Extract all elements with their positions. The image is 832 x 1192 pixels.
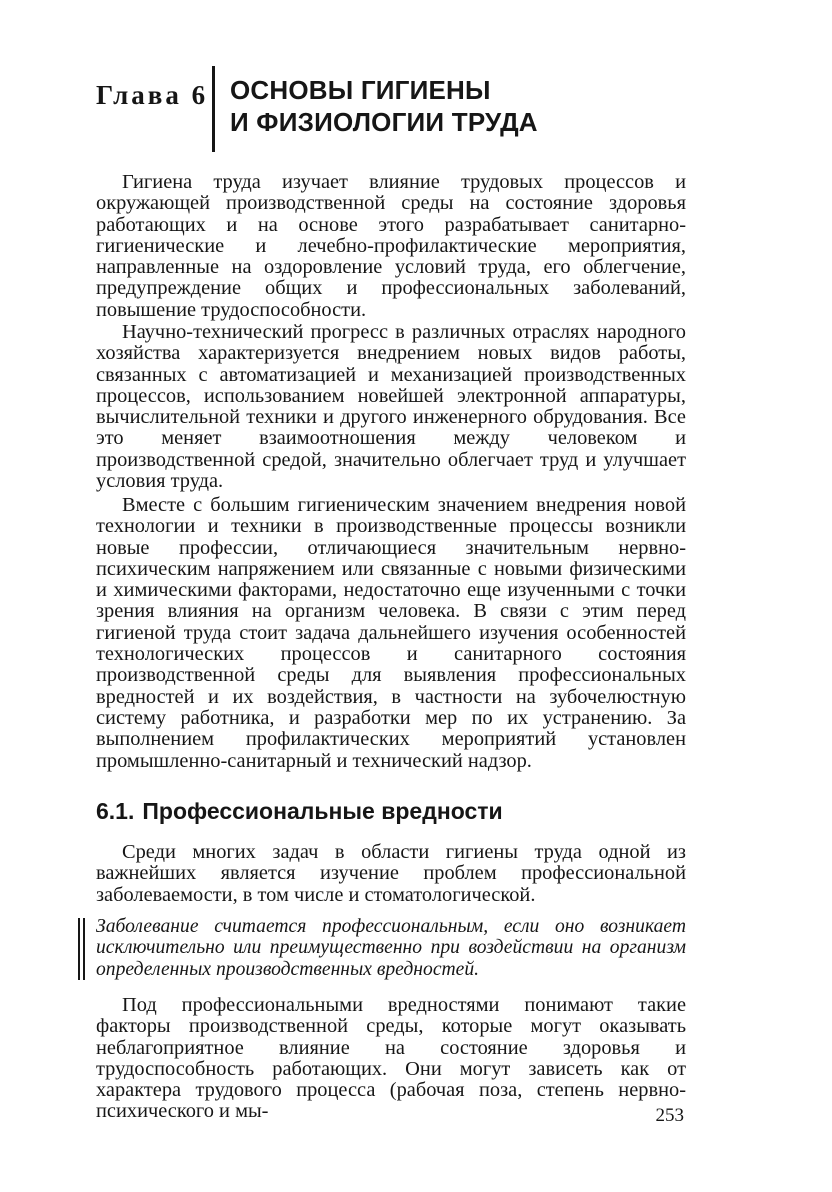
definition-bar-left xyxy=(78,918,80,980)
definition-box xyxy=(78,916,688,982)
chapter-title-line-2: И ФИЗИОЛОГИИ ТРУДА xyxy=(230,107,538,137)
paragraph-hazards: Под профессиональными вредностями понимают такие факторы производственной среды, которые могут оказывать неблагоприятное влияние на состояние здоровья и трудоспособность работающих. Они могут зависеть как от характера трудового процесса (рабочая поза, степень нервно-психического и мы- xyxy=(96,994,686,1123)
paragraph-new-professions: Вместе с большим гигиеническим значением внедрения новой технологии и техники в производственные процессы возникли новые профессии, отличающиеся значительным нервно-психическим напряжением или связанные с новыми физическими и химическими факторами, недостаточно еще изученными с точки зрения влияния на организм человека. В связи с этим перед гигиеной труда стоит задача дальнейшего изучения особенностей технологических процессов и санитарного состояния производственной среды для выявления профессиональных вредностей и их воздействия, в частности на зубочелюстную систему работника, и разработки мер по их устранению. За выполнением профилактических мероприятий установлен промышленно-санитарный и технический надзор. xyxy=(96,494,686,772)
paragraph-progress: Научно-технический прогресс в различных отраслях народного хозяйства характеризуется внедрением новых видов работы, связанных с автоматизацией и механизацией производственных процессов, использованием новейшей электронной аппаратуры, вычислительной техники и другого инженерного обрудования. Все это меняет взаимоотношения между человеком и производственной средой, значительно облегчает труд и улучшает условия труда. xyxy=(96,321,686,493)
paragraph-intro: Гигиена труда изучает влияние трудовых процессов и окружающей производственной среды на состояние здоровья работающих и на основе этого разрабатывает санитарно-гигиенические и лечебно-профилактические мероприятия, направленные на оздоровление условий труда, его облегчение, предупреждение общих и профессиональных заболеваний, повышение трудоспособности. xyxy=(96,171,686,321)
section-number: 6.1. xyxy=(96,798,135,824)
page-number: 253 xyxy=(655,1105,684,1126)
definition-text: Заболевание считается профессиональным, если оно возникает исключительно или преимущественно при воздействии на организм определенных производственных вредностей. xyxy=(96,916,686,980)
chapter-title xyxy=(230,74,538,138)
section-title: Профессиональные вредности xyxy=(142,798,503,824)
definition-bar-right xyxy=(83,918,85,980)
chapter-header xyxy=(96,66,736,152)
chapter-label: Глава 6 xyxy=(96,80,209,110)
section-heading xyxy=(96,798,503,825)
paragraph-occupational-disease: Среди многих задач в области гигиены труда одной из важнейших является изучение проблем профессиональной заболеваемости, в том числе и стоматологической. xyxy=(96,841,686,906)
chapter-divider xyxy=(212,66,215,152)
chapter-title-line-1: ОСНОВЫ ГИГИЕНЫ xyxy=(230,75,491,105)
